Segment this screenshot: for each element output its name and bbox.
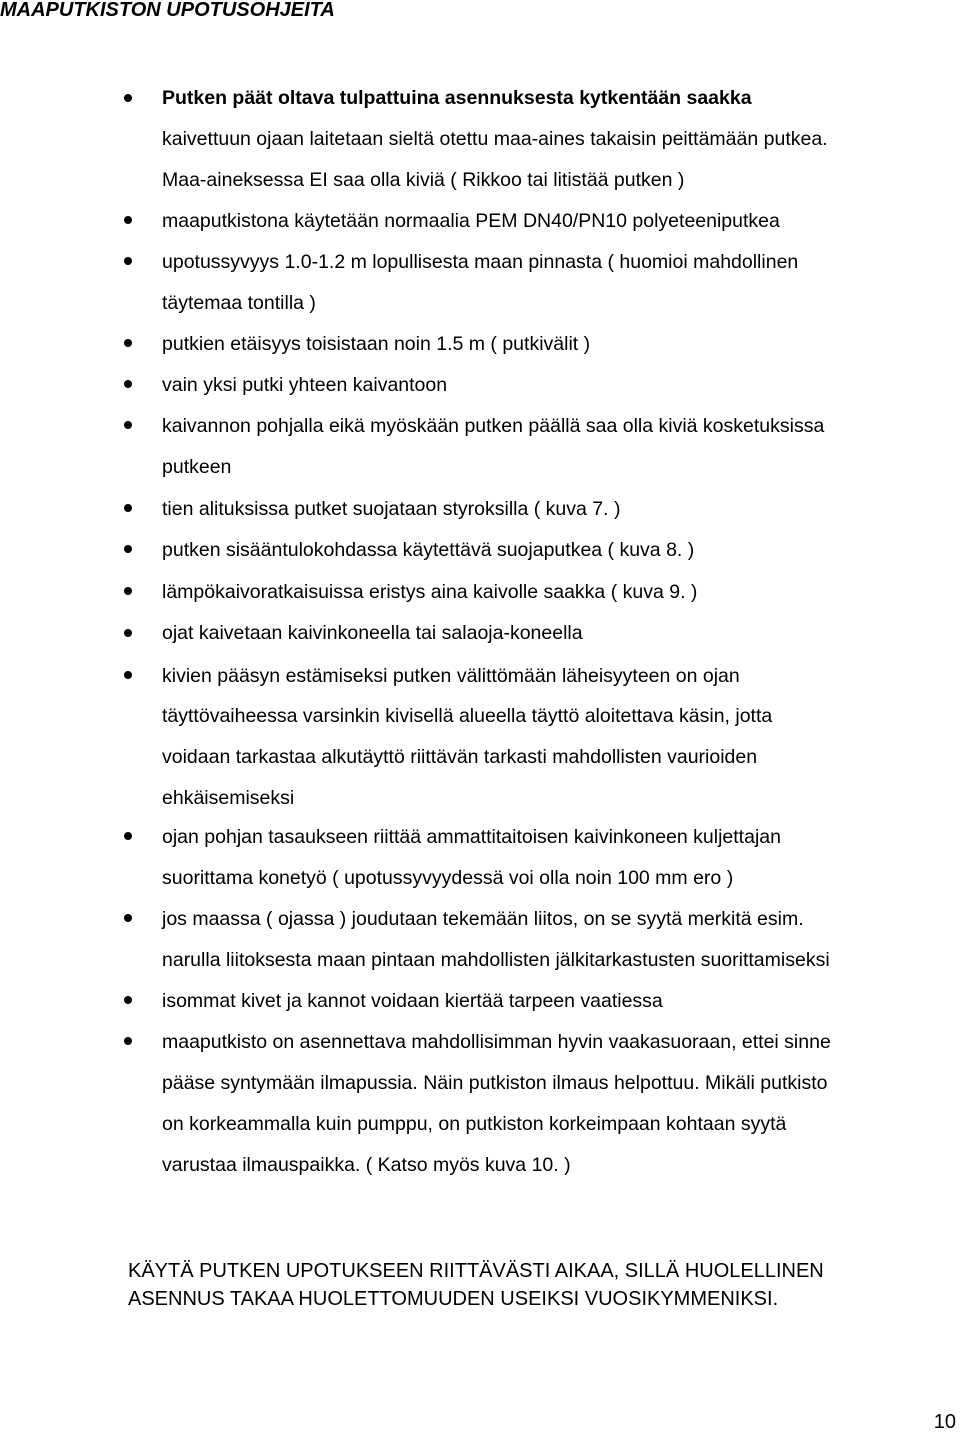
list-item-text: putkien etäisyys toisistaan noin 1.5 m ( putkivälit ) — [162, 333, 591, 355]
bullet-icon — [124, 421, 132, 429]
bullet-icon — [124, 832, 132, 840]
list-item-text: putkeen — [162, 456, 232, 478]
list-item-text: jos maassa ( ojassa ) joudutaan tekemään liitos, on se syytä merkitä esim. — [162, 908, 804, 930]
list-item-text: tien alituksissa putket suojataan styroksilla ( kuva 7. ) — [162, 498, 621, 520]
bullet-icon — [124, 587, 132, 595]
list-item-text: maaputkisto on asennettava mahdollisimman hyvin vaakasuoraan, ettei sinne — [162, 1031, 831, 1053]
list-item-text: lämpökaivoratkaisuissa eristys aina kaivolle saakka ( kuva 9. ) — [162, 581, 698, 603]
list-item-text: isommat kivet ja kannot voidaan kiertää tarpeen vaatiessa — [162, 990, 663, 1012]
bullet-icon — [124, 339, 132, 347]
bullet-icon — [124, 629, 132, 637]
list-item-text: ehkäisemiseksi — [162, 787, 295, 809]
list-item-text: putken sisääntulokohdassa käytettävä suojaputkea ( kuva 8. ) — [162, 539, 695, 561]
bullet-icon — [124, 257, 132, 265]
list-item-text: varustaa ilmauspaikka. ( Katso myös kuva 10. ) — [162, 1154, 571, 1176]
bullet-icon — [124, 1037, 132, 1045]
list-item-text: narulla liitoksesta maan pintaan mahdollisten jälkitarkastusten suorittamiseksi — [162, 949, 830, 971]
list-item-text: voidaan tarkastaa alkutäyttö riittävän tarkasti mahdollisten vaurioiden — [162, 746, 758, 768]
list-item-text: suorittama konetyö ( upotussyvyydessä voi olla noin 100 mm ero ) — [162, 867, 734, 889]
list-item-text: pääse syntymään ilmapussia. Näin putkiston ilmaus helpottuu. Mikäli putkisto — [162, 1072, 828, 1094]
list-item-text: kivien pääsyn estämiseksi putken välittömään läheisyyteen on ojan — [162, 665, 740, 687]
list-item-text: upotussyvyys 1.0-1.2 m lopullisesta maan pinnasta ( huomioi mahdollinen — [162, 251, 799, 273]
list-item-text: kaivettuun ojaan laitetaan sieltä otettu maa-aines takaisin peittämään putkea. — [162, 128, 828, 150]
list-item-text: on korkeammalla kuin pumppu, on putkiston korkeimpaan kohtaan syytä — [162, 1113, 787, 1135]
list-item-text: ojat kaivetaan kaivinkoneella tai salaoja-koneella — [162, 622, 583, 644]
list-item-text: täyttövaiheessa varsinkin kivisellä alueella täyttö aloitettava käsin, jotta — [162, 705, 773, 727]
bullet-icon — [124, 671, 132, 679]
list-item-text: ojan pohjan tasaukseen riittää ammattitaitoisen kaivinkoneen kuljettajan — [162, 826, 781, 848]
page-number: 10 — [933, 1411, 956, 1433]
bullet-icon — [124, 996, 132, 1004]
closing-note: KÄYTÄ PUTKEN UPOTUKSEEN RIITTÄVÄSTI AIKAA, SILLÄ HUOLELLINEN — [128, 1260, 824, 1282]
list-item-text: kaivannon pohjalla eikä myöskään putken päällä saa olla kiviä kosketuksissa — [162, 415, 825, 437]
list-item-text: Putken päät oltava tulpattuina asennuksesta kytkentään saakka — [162, 87, 752, 109]
bullet-icon — [124, 380, 132, 388]
page-title: MAAPUTKISTON UPOTUSOHJEITA — [0, 0, 335, 21]
bullet-icon — [124, 504, 132, 512]
list-item-text: maaputkistona käytetään normaalia PEM DN40/PN10 polyeteeniputkea — [162, 210, 780, 232]
list-item-text: Maa-aineksessa EI saa olla kiviä ( Rikkoo tai litistää putken ) — [162, 169, 685, 191]
bullet-icon — [124, 94, 132, 102]
bullet-icon — [124, 914, 132, 922]
bullet-icon — [124, 216, 132, 224]
list-item-text: vain yksi putki yhteen kaivantoon — [162, 374, 448, 396]
closing-note: ASENNUS TAKAA HUOLETTOMUUDEN USEIKSI VUOSIKYMMENIKSI. — [128, 1288, 779, 1310]
list-item-text: täytemaa tontilla ) — [162, 292, 316, 314]
bullet-icon — [124, 545, 132, 553]
